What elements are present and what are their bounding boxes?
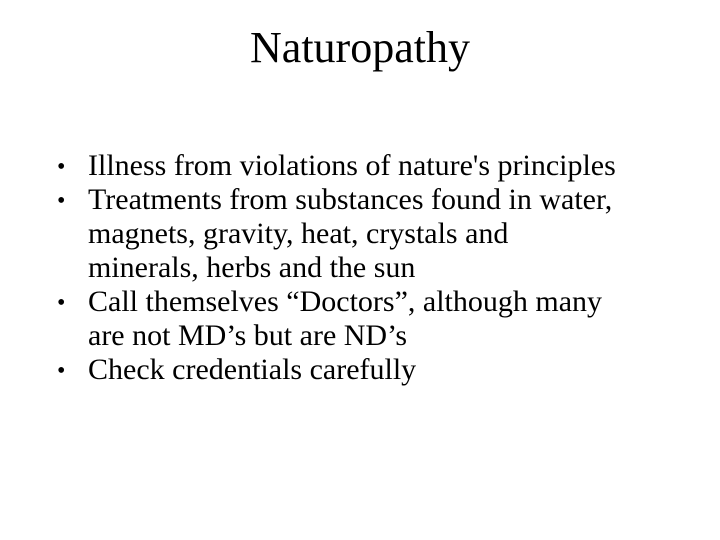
bullet-text-line: magnets, gravity, heat, crystals and [88,217,509,250]
bullet-list [57,149,677,387]
bullet-icon: • [57,188,66,214]
bullet-item-credentials [57,353,677,387]
bullet-item-illness [57,149,677,183]
bullet-text-line: Check credentials carefully [88,353,417,386]
bullet-text-line: minerals, herbs and the sun [88,251,416,284]
bullet-text-line: Illness from violations of nature's principles [88,149,616,182]
bullet-text-line: Call themselves “Doctors”, although many [88,285,603,318]
slide-title: Naturopathy [250,23,470,72]
bullet-icon: • [57,290,66,316]
bullet-item-treatments [57,183,677,285]
bullet-icon: • [57,358,66,384]
bullet-icon: • [57,154,66,180]
bullet-item-doctors [57,285,677,353]
bullet-text-line: are not MD’s but are ND’s [88,319,408,352]
bullet-text-line: Treatments from substances found in water, [88,183,613,216]
